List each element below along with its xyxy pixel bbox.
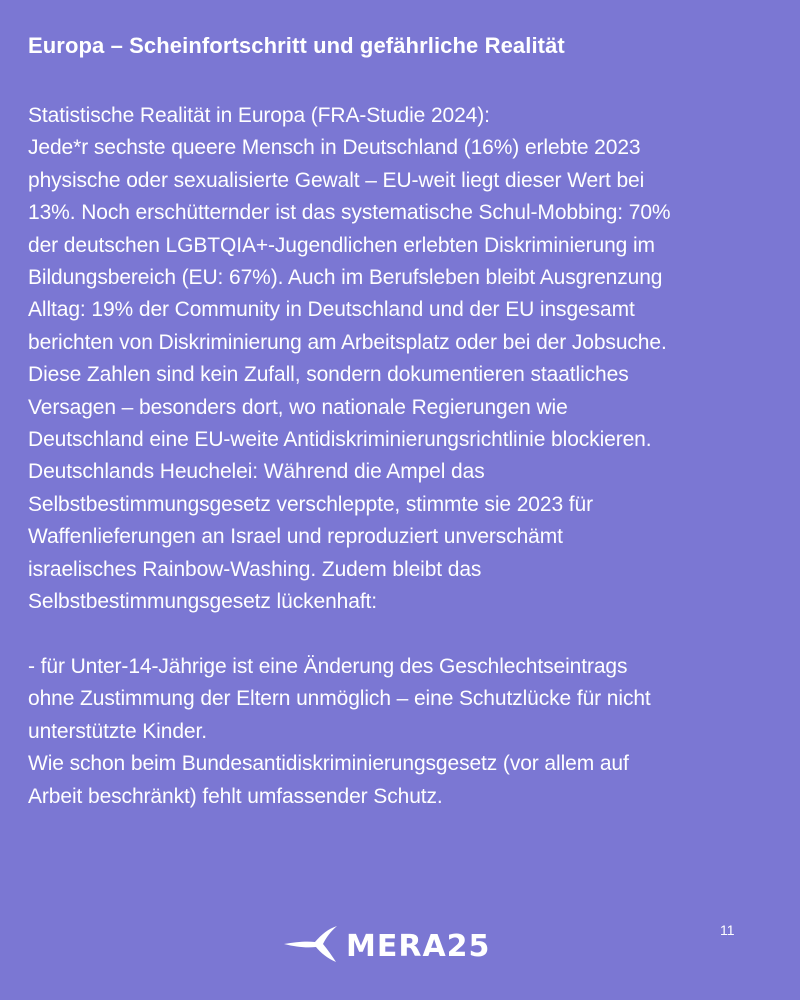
text-line: - für Unter-14-Jährige ist eine Änderung des Geschlechtseintrags [28,654,628,678]
text-line: Deutschlands Heuchelei: Während die Ampel das [28,460,485,484]
text-block-1 [28,100,778,619]
text-line: Jede*r sechste queere Mensch in Deutschland (16%) erlebte 2023 [28,136,641,160]
text-line: Deutschland eine EU-weite Antidiskriminierungsrichtlinie blockieren. [28,428,652,452]
page-number: 11 [720,922,735,938]
paragraph-gap [28,619,778,651]
text-line: Bildungsbereich (EU: 67%). Auch im Berufsleben bleibt Ausgrenzung [28,266,663,290]
text-line: Arbeit beschränkt) fehlt umfassender Schutz. [28,784,443,808]
text-line: berichten von Diskriminierung am Arbeitsplatz oder bei der Jobsuche. [28,330,667,354]
text-line: israelisches Rainbow-Washing. Zudem bleibt das [28,557,482,581]
text-block-2 [28,651,778,813]
text-line: Selbstbestimmungsgesetz verschleppte, stimmte sie 2023 für [28,492,593,516]
document-page [28,28,778,813]
text-line: Diese Zahlen sind kein Zufall, sondern dokumentieren staatliches [28,363,629,387]
mera25-logo [282,924,490,969]
logo-wordmark: MERA25 [346,929,491,964]
text-line: ohne Zustimmung der Eltern unmöglich – eine Schutzlücke für nicht [28,687,651,711]
text-line: unterstützte Kinder. [28,719,207,743]
text-line: Alltag: 19% der Community in Deutschland und der EU insgesamt [28,298,635,322]
swallow-bird-icon [282,924,340,969]
text-line: Wie schon beim Bundesantidiskriminierungsgesetz (vor allem auf [28,752,629,776]
text-line: physische oder sexualisierte Gewalt – EU-weit liegt dieser Wert bei [28,168,645,192]
text-line: der deutschen LGBTQIA+-Jugendlichen erlebten Diskriminierung im [28,233,655,257]
text-line: Versagen – besonders dort, wo nationale Regierungen wie [28,395,568,419]
text-line: 13%. Noch erschütternder ist das systematische Schul-Mobbing: 70% [28,201,671,225]
text-line: Selbstbestimmungsgesetz lückenhaft: [28,590,378,614]
text-line: Waffenlieferungen an Israel und reproduziert unverschämt [28,525,563,549]
page-title: Europa – Scheinfortschritt und gefährliche Realität [28,33,565,58]
page-footer [0,920,800,970]
text-line: Statistische Realität in Europa (FRA-Studie 2024): [28,104,490,127]
